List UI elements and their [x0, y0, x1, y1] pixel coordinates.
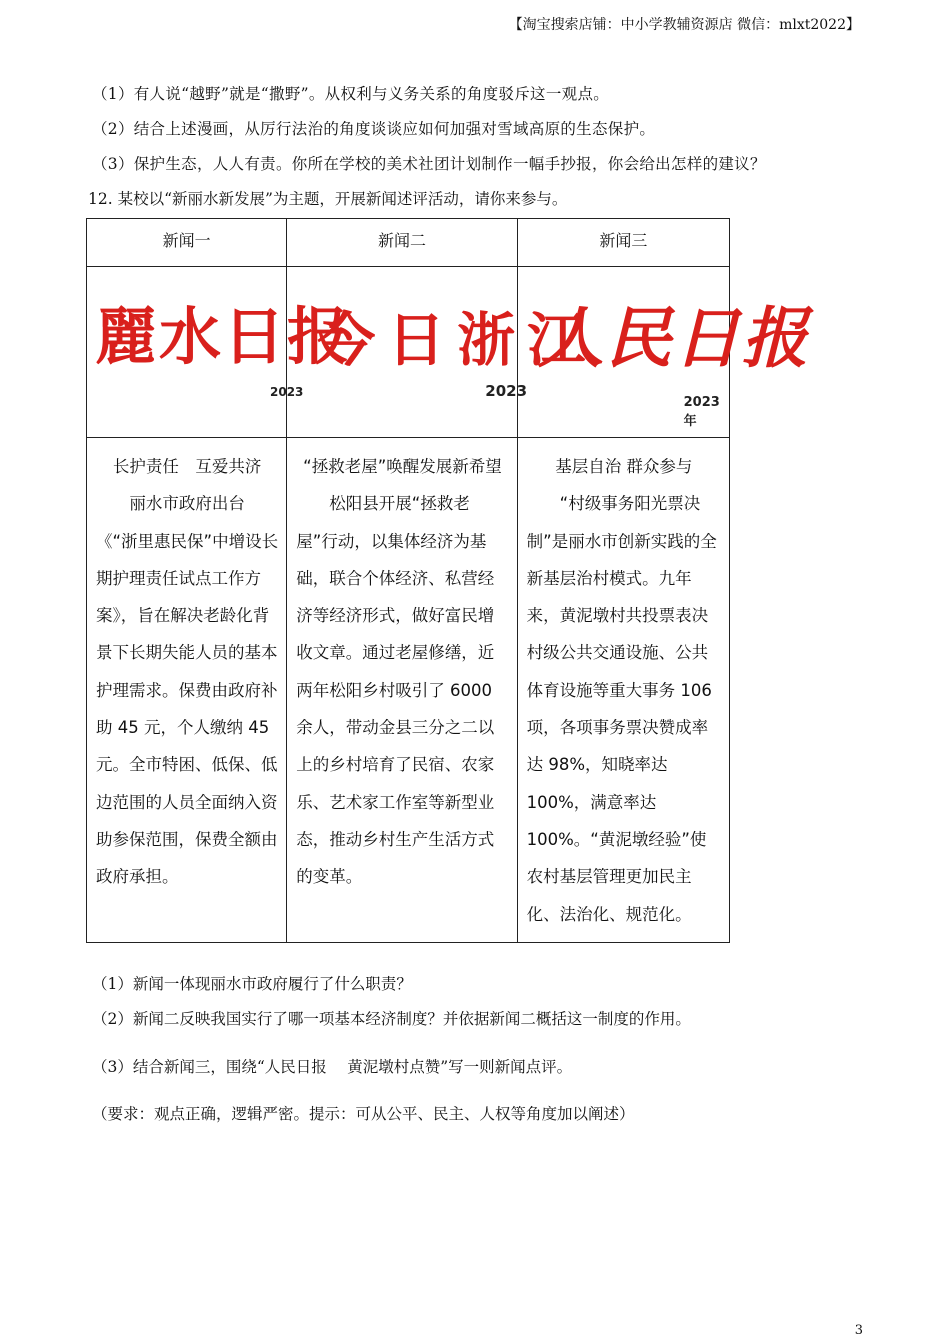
newspaper-image-peoples-daily: [517, 267, 810, 438]
news-2-text: [287, 438, 517, 943]
news-1-text: [87, 438, 287, 943]
q12-requirement: （要求：观点正确，逻辑严密。提示：可从公平、民主、人权等角度加以阐述）: [92, 1105, 635, 1123]
masthead-lishui-daily: 麗水日报: [95, 300, 352, 373]
masthead-peoples-daily: 人民日报: [537, 299, 810, 377]
table-image-row: [87, 267, 730, 438]
news-2-title: “拯救老屋”唤醒发展新希望: [303, 457, 502, 476]
q11-sub1: （1）有人说“越野”就是“撒野”。从权利与义务关系的角度驳斥这一观点。: [92, 85, 610, 103]
date-lishui: 2023: [270, 385, 304, 399]
header-news-1: 新闻一: [87, 219, 287, 267]
news-1-lead: 丽水市政府出台: [129, 494, 245, 514]
news-1-title: 长护责任 互爱共济: [112, 457, 262, 476]
newspaper-image-lishui: [87, 267, 352, 438]
news-3-title: 基层自治 群众参与: [555, 457, 693, 476]
news-2-body: 松阳县开展“拯救老屋”行动，以集体经济为基础，联合个体经济、私营经济等经济形式，做好富民增收文章。通过老屋修缮，近两年松阳乡村吸引了 6000 余人，带动金县三分之二以上的乡村培育了民宿、农家乐、艺术家工作室等新型业态，推动乡村生产生活方式的变革。: [296, 494, 495, 887]
newspaper-image-zhejiang: [287, 267, 598, 438]
header-news-2: 新闻二: [287, 219, 517, 267]
shop-notice-header: 【淘宝搜索店铺：中小学教辅资源店 微信：mlxt2022】: [508, 17, 860, 33]
page-number: 3: [854, 1323, 863, 1338]
q11-sub2: （2）结合上述漫画，从厉行法治的角度谈谈应如何加强对雪域高原的生态保护。: [92, 120, 656, 138]
masthead-today-zhejiang: 今日浙江: [317, 306, 598, 374]
q12-sub2: （2）新闻二反映我国实行了哪一项基本经济制度？并依据新闻二概括这一制度的作用。: [92, 1010, 691, 1028]
q12-sub1: （1）新闻一体现丽水市政府履行了什么职责？: [92, 975, 412, 993]
q11-sub3: （3）保护生态，人人有责。你所在学校的美术社团计划制作一幅手抄报，你会给出怎样的建议？: [92, 155, 766, 173]
date-peoples-daily: 2023 年: [683, 395, 720, 429]
date-zhejiang: 2023: [485, 382, 528, 400]
news-3-body: “村级事务阳光票决制”是丽水市创新实践的全新基层治村模式。九年来，黄泥墩村共投票表决村级公共交通设施、公共体育设施等重大事务 106 项，各项事务票决赞成率达 98%，知晓率达 100%，满意率达 100%。“黄泥墩经验”使农村基层管理更加民主化、法治化、规范化。: [526, 494, 717, 924]
news-1-body: 《“浙里惠民保”中增设长期护理责任试点工作方案》，旨在解决老龄化背景下长期失能人员的基本护理需求。保费由政府补助 45 元，个人缴纳 45 元。全市特困、低保、低边范围的人员全面纳入资助参保范围，保费全额由政府承担。: [96, 531, 279, 887]
table-text-row: [87, 438, 730, 943]
news-3-text: [517, 438, 729, 943]
table-header-row: [87, 219, 730, 267]
q12-intro: 12. 某校以“新丽水新发展”为主题，开展新闻述评活动，请你来参与。: [88, 190, 568, 208]
news-table: [86, 218, 810, 943]
header-news-3: 新闻三: [517, 219, 729, 267]
q12-sub3: （3）结合新闻三，围绕“人民日报 黄泥墩村点赞”写一则新闻点评。: [92, 1058, 573, 1076]
